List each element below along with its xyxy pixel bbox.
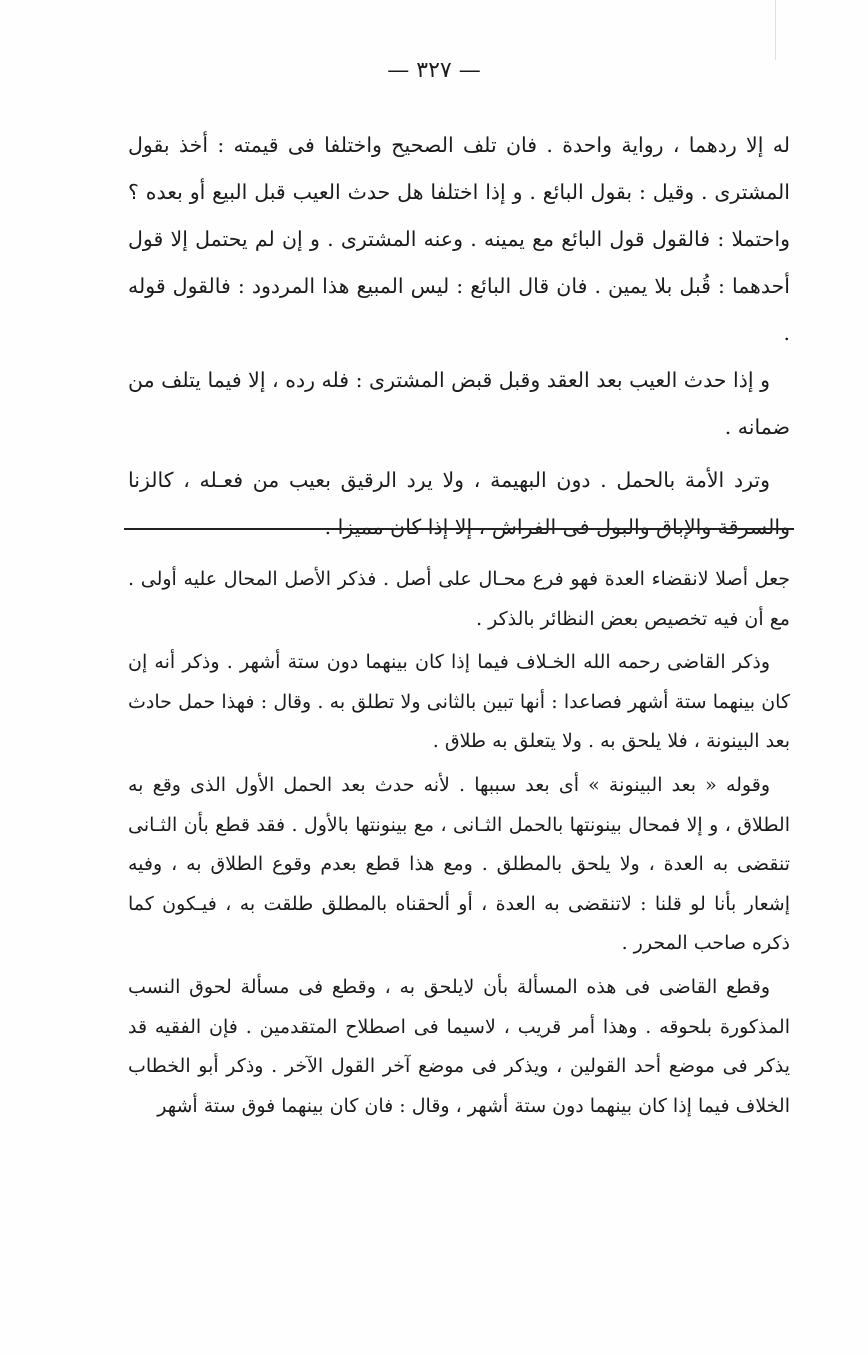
footnote-paragraph: وذكر القاضى رحمه الله الخـلاف فيما إذا كان بينهما دون ستة أشهر . وذكر أنه إن كان بينهما ستة أشهر فصاعدا : أنها تبين بالثانى ولا تطلق به . وقال : فهذا حمل حادث بعد البينونة ، فلا يلحق به . ولا يتعلق به طلاق . — [128, 651, 790, 753]
footnote-paragraph: وقوله « بعد البينونة » أى بعد سببها . لأنه حدث بعد الحمل الأول الذى وقع به الطلاق ، و إلا فمحال بينونتها بالحمل الثـانى ، مع بينونتها بالأول . فقد قطع بأن الثـانى تنقضى به العدة ، ولا يلحق بالمطلق . ومع هذا قطع بعدم وقوع الطلاق به ، وفيه إشعار بأنا لو قلنا : لاتنقضى به العدة ، أو ألحقناه بالمطلق طلقت به ، فيـكون كما ذكره صاحب المحرر . — [128, 773, 790, 955]
main-text — [128, 122, 790, 551]
scan-artifact — [775, 0, 776, 60]
main-paragraph: له إلا ردهما ، رواية واحدة . فان تلف الصحيح واختلفا فى قيمته : أخذ بقول المشترى . وقيل : بقول البائع . و إذا اختلفا هل حدث العيب قبل البيع أو بعده ؟ واحتملا : فالقول قول البائع مع يمينه . وعنه المشترى . و إن لم يحتمل إلا قول أحدهما : قُبل بلا يمين . فان قال البائع : ليس المبيع هذا المردود : فالقول قوله . — [128, 133, 790, 345]
main-paragraph: وترد الأمة بالحمل . دون البهيمة ، ولا يرد الرقيق بعيب من فعـله ، كالزنا والسرقة والإباق والبول فى الفراش ، إلا إذا كان مميزا . — [128, 468, 790, 539]
footnote-divider — [124, 528, 794, 530]
footnote-paragraph: وقطع القاضى فى هذه المسألة بأن لايلحق به ، وقطع فى مسألة لحوق النسب المذكورة بلحوقه . وهذا أمر قريب ، لاسيما فى اصطلاح المتقدمين . فإن الفقيه قد يذكر فى موضع أحد القولين ، ويذكر فى موضع آخر القول الآخر . وذكر أبو الخطاب الخلاف فيما إذا كان بينهما دون ستة أشهر ، وقال : فان كان بينهما فوق ستة أشهر — [128, 975, 790, 1117]
main-paragraph: و إذا حدث العيب بعد العقد وقبل قبض المشترى : فله رده ، إلا فيما يتلف من ضمانه . — [128, 368, 790, 439]
footnote-paragraph: جعل أصلا لانقضاء العدة فهو فرع محـال على أصل . فذكر الأصل المحال عليه أولى . مع أن فيه تخصيص بعض النظائر بالذكر . — [128, 568, 790, 630]
footnote-section — [128, 560, 790, 1126]
page-number: — ٣٢٧ — — [387, 58, 481, 83]
